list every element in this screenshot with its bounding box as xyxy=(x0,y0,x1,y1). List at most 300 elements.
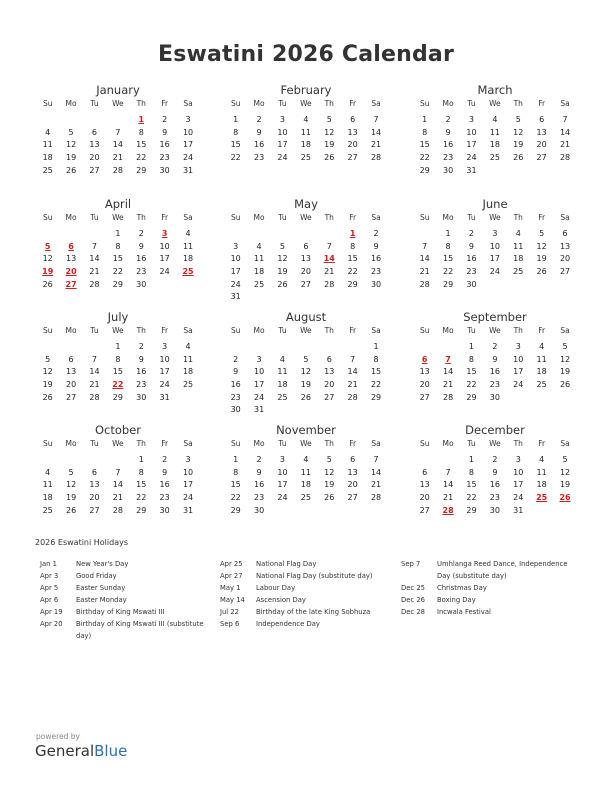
day-cell: 3 xyxy=(515,342,521,351)
holiday-name: National Flag Day (substitute day) xyxy=(256,572,373,580)
day-cell: 11 xyxy=(277,367,288,377)
day-cell: 22 xyxy=(230,153,241,163)
day-cell: 30 xyxy=(489,505,500,515)
day-cell: 8 xyxy=(138,467,144,477)
day-cell: 23 xyxy=(442,153,454,163)
day-grid xyxy=(413,454,577,517)
day-cell: 26 xyxy=(300,392,311,402)
day-cell: 8 xyxy=(233,127,239,137)
day-cell: 14 xyxy=(112,140,123,150)
day-cell: 13 xyxy=(559,241,571,251)
weekday-label: Th xyxy=(324,99,334,108)
day-cell: 20 xyxy=(419,380,430,390)
day-cell: 17 xyxy=(182,140,194,150)
month-april xyxy=(36,197,200,291)
day-cell: 30 xyxy=(159,165,170,175)
day-cell: 27 xyxy=(89,165,100,175)
day-cell: 31 xyxy=(182,165,194,175)
day-cell: 2 xyxy=(492,342,498,351)
day-cell: 31 xyxy=(253,405,265,415)
weekday-label: Th xyxy=(324,439,334,448)
day-cell: 6 xyxy=(91,127,98,137)
holiday-date: Jul 22 xyxy=(220,608,240,616)
day-cell: 15 xyxy=(370,367,382,377)
month-name: September xyxy=(463,310,527,324)
weekday-label: Mo xyxy=(65,326,77,335)
weekday-label: Th xyxy=(324,213,334,222)
day-cell: 18 xyxy=(300,140,311,150)
day-cell: 5 xyxy=(562,342,568,351)
day-cell: 30 xyxy=(466,279,477,289)
day-cell: 17 xyxy=(466,140,477,150)
holiday-day: 1 xyxy=(138,115,145,124)
day-cell: 25 xyxy=(536,380,547,390)
day-cell: 12 xyxy=(42,367,53,377)
day-cell: 26 xyxy=(324,153,335,163)
day-cell: 14 xyxy=(442,367,454,377)
month-march xyxy=(413,83,577,177)
day-cell: 17 xyxy=(253,380,265,390)
day-cell: 24 xyxy=(513,493,524,503)
holiday-entry xyxy=(40,618,220,642)
day-cell: 18 xyxy=(536,367,547,377)
day-cell: 17 xyxy=(182,480,194,490)
day-cell: 10 xyxy=(489,241,500,251)
day-cell: 1 xyxy=(233,455,239,464)
day-cell: 10 xyxy=(230,254,241,264)
day-cell: 3 xyxy=(279,455,286,464)
day-cell: 22 xyxy=(442,267,454,277)
day-cell: 28 xyxy=(370,153,382,163)
month-may xyxy=(224,197,388,304)
month-name: October xyxy=(94,423,142,437)
holiday-entry xyxy=(40,570,220,582)
weekday-label: We xyxy=(489,326,501,335)
weekday-label: Sa xyxy=(183,439,193,448)
day-cell: 4 xyxy=(45,127,51,137)
day-cell: 8 xyxy=(373,354,379,364)
day-cell: 2 xyxy=(162,115,168,124)
day-cell: 6 xyxy=(326,354,332,364)
weekday-label: We xyxy=(300,326,312,335)
day-cell: 27 xyxy=(65,392,77,402)
day-cell: 6 xyxy=(91,467,98,477)
day-cell: 12 xyxy=(559,354,571,364)
month-name: November xyxy=(276,423,336,437)
day-cell: 4 xyxy=(185,342,191,351)
month-october xyxy=(36,423,200,517)
day-cell: 16 xyxy=(253,480,265,490)
day-cell: 25 xyxy=(253,279,265,289)
day-cell: 27 xyxy=(419,505,430,515)
day-cell: 26 xyxy=(277,279,288,289)
day-cell: 6 xyxy=(303,241,309,251)
day-cell: 11 xyxy=(536,467,547,477)
day-cell: 1 xyxy=(422,115,428,124)
day-cell: 19 xyxy=(65,493,77,503)
weekday-label: Mo xyxy=(442,99,454,108)
day-cell: 11 xyxy=(513,241,524,251)
day-cell: 29 xyxy=(466,392,477,402)
weekday-label: Th xyxy=(136,326,146,335)
day-cell: 4 xyxy=(279,354,286,364)
weekday-label: Sa xyxy=(183,326,193,335)
powered-by-text: powered by xyxy=(36,732,80,741)
empty-cell xyxy=(224,341,247,354)
weekday-label: Su xyxy=(230,99,241,108)
day-cell: 27 xyxy=(347,153,358,163)
day-cell: 22 xyxy=(136,493,147,503)
holiday-name: Easter Monday xyxy=(76,596,127,604)
empty-cell xyxy=(36,341,59,354)
holiday-day: 28 xyxy=(442,505,454,515)
weekday-label: We xyxy=(489,439,501,448)
day-cell: 19 xyxy=(559,367,571,377)
day-cell: 28 xyxy=(324,279,335,289)
weekday-label: Th xyxy=(136,99,146,108)
month-august xyxy=(224,310,388,417)
day-cell: 20 xyxy=(300,267,311,277)
day-cell: 21 xyxy=(559,140,571,150)
weekday-label: Sa xyxy=(371,213,381,222)
day-cell: 11 xyxy=(42,480,53,490)
day-cell: 3 xyxy=(256,354,262,364)
day-cell: 27 xyxy=(347,493,358,503)
weekday-header xyxy=(224,211,388,225)
day-cell: 28 xyxy=(89,279,100,289)
weekday-label: Fr xyxy=(538,99,546,108)
day-cell: 18 xyxy=(42,153,53,163)
day-cell: 5 xyxy=(303,354,309,364)
day-cell: 12 xyxy=(559,467,571,477)
day-cell: 26 xyxy=(42,279,53,289)
day-cell: 18 xyxy=(277,380,288,390)
weekday-label: Tu xyxy=(467,213,476,222)
weekday-label: Sa xyxy=(560,326,570,335)
day-cell: 16 xyxy=(370,254,382,264)
day-cell: 9 xyxy=(162,127,168,137)
day-cell: 23 xyxy=(489,493,500,503)
weekday-label: Th xyxy=(513,213,523,222)
day-cell: 8 xyxy=(468,354,475,364)
day-cell: 24 xyxy=(159,267,170,277)
day-cell: 16 xyxy=(489,480,500,490)
day-cell: 18 xyxy=(513,254,524,264)
holiday-day: 25 xyxy=(182,267,194,277)
weekday-header xyxy=(36,211,200,225)
day-cell: 1 xyxy=(115,229,121,238)
day-cell: 21 xyxy=(324,267,335,277)
weekday-header xyxy=(36,437,200,451)
holiday-day: 1 xyxy=(349,229,356,238)
day-cell: 19 xyxy=(513,140,524,150)
day-cell: 7 xyxy=(115,467,121,477)
day-cell: 10 xyxy=(466,127,477,137)
page-title: Eswatini 2026 Calendar xyxy=(157,42,455,67)
day-cell: 15 xyxy=(347,254,358,264)
day-cell: 25 xyxy=(42,165,53,175)
holiday-entry xyxy=(220,618,400,630)
weekday-label: Th xyxy=(324,326,334,335)
holiday-name: Birthday of King Mswati III xyxy=(76,608,165,616)
day-cell: 7 xyxy=(445,467,451,477)
weekday-label: Su xyxy=(419,99,430,108)
day-grid xyxy=(36,454,200,517)
empty-cell xyxy=(83,114,106,127)
day-cell: 5 xyxy=(45,354,51,364)
day-cell: 18 xyxy=(182,254,194,264)
weekday-label: Tu xyxy=(90,326,99,335)
weekday-label: Mo xyxy=(253,213,265,222)
day-cell: 22 xyxy=(466,493,477,503)
day-cell: 8 xyxy=(350,241,356,251)
day-cell: 21 xyxy=(89,267,100,277)
day-cell: 13 xyxy=(89,140,100,150)
day-cell: 31 xyxy=(159,392,170,402)
month-december xyxy=(413,423,577,517)
holiday-entry xyxy=(220,570,400,582)
day-cell: 8 xyxy=(468,467,475,477)
day-cell: 5 xyxy=(539,229,545,238)
month-name: May xyxy=(294,197,318,211)
day-grid xyxy=(224,454,388,517)
day-cell: 5 xyxy=(326,455,332,464)
day-cell: 17 xyxy=(277,480,288,490)
day-cell: 28 xyxy=(370,493,382,503)
weekday-label: Tu xyxy=(278,99,287,108)
weekday-label: Su xyxy=(42,213,53,222)
day-cell: 16 xyxy=(466,254,477,264)
day-cell: 9 xyxy=(138,354,144,364)
day-cell: 9 xyxy=(256,127,262,137)
weekday-label: Fr xyxy=(538,213,546,222)
day-cell: 29 xyxy=(136,505,147,515)
day-cell: 18 xyxy=(42,493,53,503)
day-cell: 27 xyxy=(324,392,335,402)
weekday-label: We xyxy=(112,326,124,335)
day-cell: 4 xyxy=(492,115,498,124)
day-cell: 29 xyxy=(230,505,241,515)
day-cell: 13 xyxy=(300,254,311,264)
day-cell: 5 xyxy=(68,467,74,477)
weekday-header xyxy=(413,324,577,338)
day-cell: 31 xyxy=(513,505,524,515)
weekday-label: Sa xyxy=(560,439,570,448)
weekday-label: Tu xyxy=(90,99,99,108)
holiday-entry xyxy=(401,594,581,606)
weekday-header xyxy=(224,97,388,111)
day-cell: 16 xyxy=(253,140,265,150)
month-name: February xyxy=(280,83,332,97)
day-cell: 19 xyxy=(300,380,311,390)
weekday-label: Sa xyxy=(371,439,381,448)
day-cell: 26 xyxy=(536,267,547,277)
weekday-label: Fr xyxy=(161,213,169,222)
holiday-day: 7 xyxy=(445,354,451,364)
brand-logo[interactable]: GeneralBlue xyxy=(35,742,128,760)
month-name: July xyxy=(107,310,129,324)
month-name: August xyxy=(285,310,327,324)
day-cell: 23 xyxy=(466,267,477,277)
day-cell: 24 xyxy=(159,380,170,390)
empty-cell xyxy=(83,228,106,241)
holiday-entry xyxy=(40,594,220,606)
holiday-day: 14 xyxy=(323,254,335,264)
empty-cell xyxy=(271,341,294,354)
day-cell: 22 xyxy=(230,493,241,503)
holiday-name: Umhlanga Reed Dance, Independence Day (substitute day) xyxy=(437,560,568,580)
day-cell: 25 xyxy=(300,153,311,163)
day-cell: 1 xyxy=(373,342,379,351)
day-cell: 14 xyxy=(347,367,358,377)
day-cell: 19 xyxy=(42,380,53,390)
month-name: March xyxy=(477,83,513,97)
holiday-day: 3 xyxy=(161,229,168,238)
day-cell: 8 xyxy=(115,354,121,364)
holiday-entry xyxy=(40,606,220,618)
day-cell: 15 xyxy=(230,140,241,150)
day-cell: 6 xyxy=(350,455,356,464)
empty-cell xyxy=(341,341,364,354)
holiday-name: Independence Day xyxy=(256,620,320,628)
weekday-label: Fr xyxy=(349,439,357,448)
day-cell: 16 xyxy=(159,140,170,150)
day-cell: 29 xyxy=(419,165,430,175)
day-cell: 12 xyxy=(42,254,53,264)
weekday-label: Sa xyxy=(183,99,193,108)
day-cell: 13 xyxy=(347,127,358,137)
day-cell: 2 xyxy=(373,229,379,238)
day-cell: 2 xyxy=(468,229,475,238)
day-cell: 3 xyxy=(185,115,191,124)
day-cell: 26 xyxy=(42,392,53,402)
empty-cell xyxy=(106,454,129,467)
day-cell: 17 xyxy=(277,140,288,150)
holiday-name: New Year's Day xyxy=(76,560,129,568)
weekday-label: Su xyxy=(419,326,430,335)
weekday-label: Fr xyxy=(161,326,169,335)
weekday-header xyxy=(224,324,388,338)
day-cell: 30 xyxy=(230,405,241,415)
day-cell: 11 xyxy=(182,354,194,364)
day-cell: 8 xyxy=(233,467,239,477)
day-cell: 13 xyxy=(419,480,430,490)
day-cell: 29 xyxy=(370,392,382,402)
day-cell: 24 xyxy=(230,279,241,289)
day-cell: 7 xyxy=(373,455,379,464)
month-name: April xyxy=(104,197,132,211)
holiday-date: Apr 25 xyxy=(220,560,243,568)
day-cell: 11 xyxy=(536,354,547,364)
day-cell: 16 xyxy=(136,254,147,264)
day-cell: 29 xyxy=(442,279,454,289)
day-grid xyxy=(413,341,577,404)
holiday-date: Dec 26 xyxy=(401,596,425,604)
day-cell: 14 xyxy=(89,254,100,264)
day-grid xyxy=(224,228,388,304)
month-january xyxy=(36,83,200,177)
day-cell: 26 xyxy=(559,380,571,390)
day-cell: 8 xyxy=(138,127,144,137)
day-cell: 31 xyxy=(230,292,241,302)
day-cell: 21 xyxy=(419,267,430,277)
day-cell: 12 xyxy=(536,241,547,251)
day-cell: 27 xyxy=(89,505,100,515)
day-cell: 13 xyxy=(65,367,77,377)
holiday-date: May 1 xyxy=(220,584,241,592)
day-cell: 28 xyxy=(419,279,430,289)
holiday-name: Boxing Day xyxy=(437,596,476,604)
day-grid xyxy=(36,341,200,404)
weekday-label: We xyxy=(489,213,501,222)
holidays-heading: 2026 Eswatini Holidays xyxy=(35,538,129,547)
weekday-label: Sa xyxy=(560,213,570,222)
day-cell: 8 xyxy=(445,241,451,251)
day-cell: 21 xyxy=(370,480,382,490)
day-cell: 15 xyxy=(466,367,477,377)
holiday-entry xyxy=(220,606,400,618)
weekday-label: We xyxy=(112,213,124,222)
holiday-date: Sep 7 xyxy=(401,560,421,568)
day-cell: 20 xyxy=(324,380,335,390)
day-cell: 21 xyxy=(112,493,123,503)
weekday-label: Su xyxy=(230,326,241,335)
day-cell: 12 xyxy=(300,367,311,377)
weekday-label: Tu xyxy=(90,213,99,222)
holiday-date: May 14 xyxy=(220,596,245,604)
empty-cell xyxy=(36,228,59,241)
day-cell: 5 xyxy=(68,127,74,137)
day-cell: 4 xyxy=(539,342,545,351)
empty-cell xyxy=(247,341,270,354)
day-cell: 16 xyxy=(136,367,147,377)
day-cell: 28 xyxy=(112,505,123,515)
day-cell: 1 xyxy=(468,455,475,464)
day-cell: 29 xyxy=(112,279,123,289)
day-cell: 24 xyxy=(489,267,500,277)
day-cell: 12 xyxy=(324,467,335,477)
day-cell: 19 xyxy=(559,480,571,490)
day-cell: 7 xyxy=(91,354,98,364)
day-cell: 24 xyxy=(277,493,288,503)
day-cell: 19 xyxy=(324,140,335,150)
day-cell: 3 xyxy=(492,229,498,238)
day-cell: 19 xyxy=(277,267,288,277)
weekday-label: Tu xyxy=(90,439,99,448)
day-cell: 2 xyxy=(492,455,498,464)
weekday-label: Su xyxy=(230,213,241,222)
day-cell: 23 xyxy=(136,267,147,277)
holiday-day: 20 xyxy=(65,267,77,277)
day-grid xyxy=(36,228,200,291)
day-cell: 18 xyxy=(300,480,311,490)
day-cell: 16 xyxy=(230,380,241,390)
day-cell: 24 xyxy=(466,153,477,163)
day-cell: 16 xyxy=(159,480,170,490)
day-cell: 21 xyxy=(370,140,382,150)
day-cell: 26 xyxy=(513,153,524,163)
holiday-day: 26 xyxy=(559,493,571,503)
day-cell: 4 xyxy=(303,115,309,124)
day-cell: 23 xyxy=(253,153,265,163)
day-cell: 2 xyxy=(233,354,239,364)
holiday-entry xyxy=(401,606,581,618)
day-cell: 20 xyxy=(89,493,100,503)
day-cell: 25 xyxy=(277,392,288,402)
holiday-day: 22 xyxy=(112,380,124,390)
weekday-label: Mo xyxy=(253,439,265,448)
day-cell: 9 xyxy=(445,127,451,137)
